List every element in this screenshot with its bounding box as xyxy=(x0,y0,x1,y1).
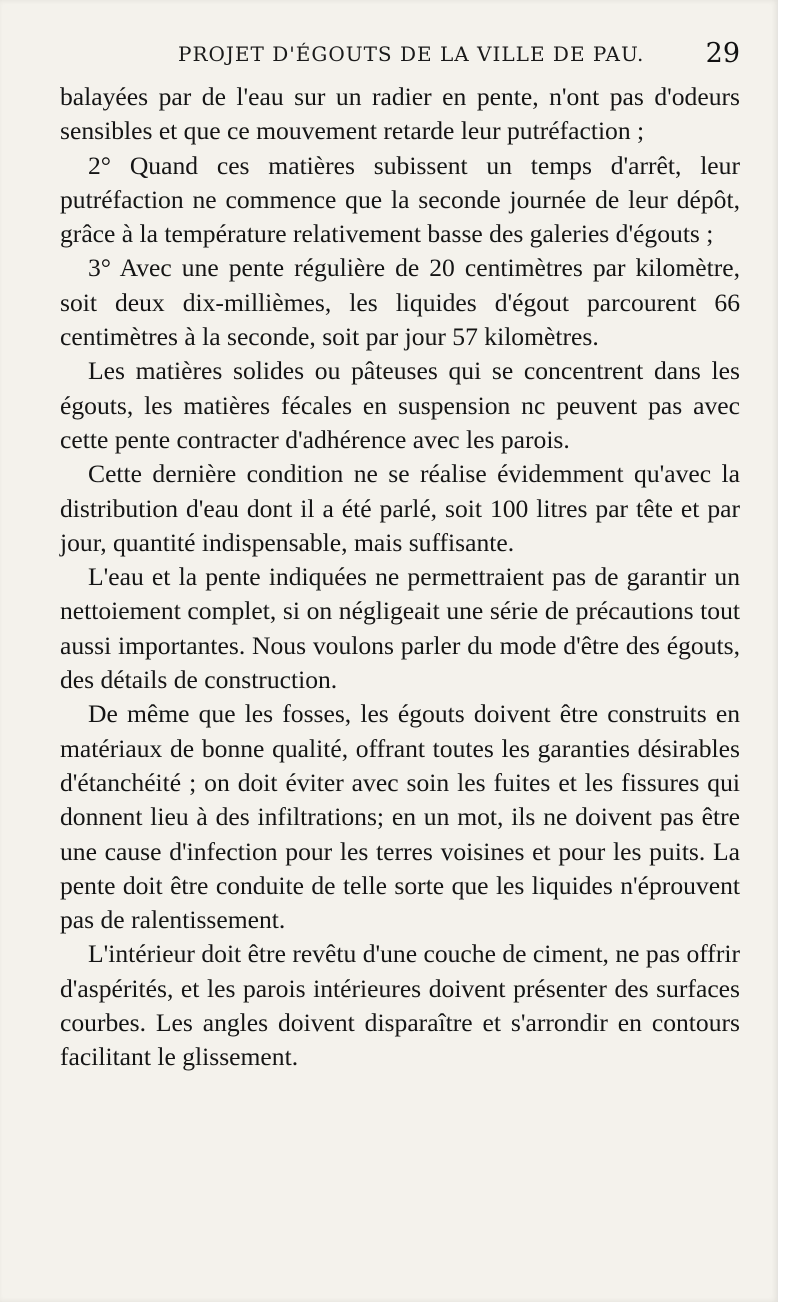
page-header xyxy=(60,38,740,78)
body-text xyxy=(60,80,740,1075)
paragraph-interior: L'intérieur doit être revêtu d'une couche de ciment, ne pas offrir d'aspérités, et les parois intérieures doivent présenter des surfaces courbes. Les angles doivent disparaître et s'arrondir en contours facilitant le glissement. xyxy=(60,939,740,1072)
paragraph-continuation: balayées par de l'eau sur un radier en pente, n'ont pas d'odeurs sensibles et que ce mouvement retarde leur putréfaction ; xyxy=(60,82,740,146)
paragraph-precautions: L'eau et la pente indiquées ne permettraient pas de garantir un nettoiement complet, si on négligeait une série de précautions tout aussi importantes. Nous voulons parler du mode d'être des égouts, des détails de construction. xyxy=(60,562,740,695)
paragraph-solid-matter: Les matières solides ou pâteuses qui se concentrent dans les égouts, les matières fécales en suspension nc peuvent pas avec cette pente contracter d'adhérence avec les parois. xyxy=(60,356,740,454)
running-title: PROJET D'ÉGOUTS DE LA VILLE DE PAU. xyxy=(178,42,645,66)
paragraph-materials: De même que les fosses, les égouts doivent être construits en matériaux de bonne qualité, offrant toutes les garanties désirables d'étanchéité ; on doit éviter avec soin les fuites et les fissures qui donnent lieu à des infiltrations; en un mot, ils ne doivent pas être une cause d'infection pour les terres voisines et pour les puits. La pente doit être conduite de telle sorte que les liquides n'éprouvent pas de ralentissement. xyxy=(60,699,740,935)
page-number: 29 xyxy=(705,38,740,69)
paragraph-point-3: 3° Avec une pente régulière de 20 centimètres par kilomètre, soit deux dix-millièmes, les liquides d'égout parcourent 66 centimètres à la seconde, soit par jour 57 kilomètres. xyxy=(60,253,740,352)
paragraph-water-distribution: Cette dernière condition ne se réalise évidemment qu'avec la distribution d'eau dont il a été parlé, soit 100 litres par tête et par jour, quantité indispensable, mais suffisante. xyxy=(60,459,740,557)
paragraph-point-2: 2° Quand ces matières subissent un temps d'arrêt, leur putréfaction ne commence que la seconde journée de leur dépôt, grâce à la température relativement basse des galeries d'égouts ; xyxy=(60,150,740,249)
